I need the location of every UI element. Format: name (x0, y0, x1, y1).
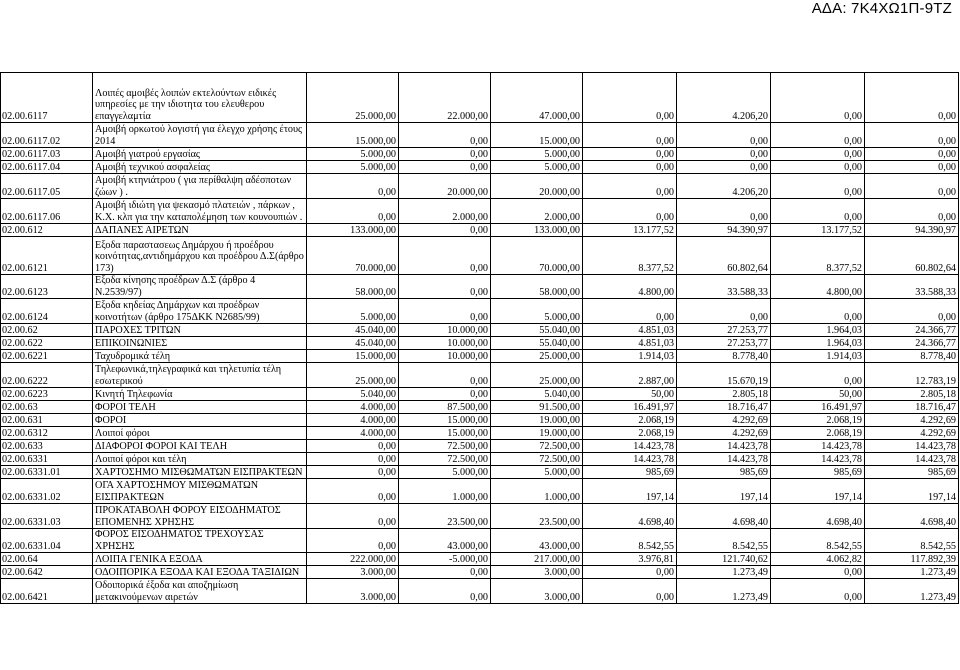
amount-cell: 4.800,00 (583, 275, 677, 299)
amount-cell: 3.000,00 (491, 579, 583, 604)
amount-cell: 133.000,00 (491, 224, 583, 237)
amount-cell: 25.000,00 (307, 73, 399, 123)
amount-cell: 0,00 (399, 123, 491, 148)
account-code: 02.00.633 (1, 440, 93, 453)
account-description: Λοιποί φόροι και τέλη (93, 453, 307, 466)
amount-cell: 3.000,00 (307, 566, 399, 579)
table-row (1, 566, 959, 579)
account-description: Οδοιπορικά έξοδα και αποζημίωση μετακινούμενων αιρετών (93, 579, 307, 604)
amount-cell: 0,00 (399, 161, 491, 174)
amount-cell: 4.698,40 (771, 504, 865, 529)
amount-cell: 13.177,52 (771, 224, 865, 237)
account-description: Ταχυδρομικά τέλη (93, 350, 307, 363)
amount-cell: 0,00 (583, 579, 677, 604)
amount-cell: 14.423,78 (771, 440, 865, 453)
table-row (1, 337, 959, 350)
amount-cell: 0,00 (771, 148, 865, 161)
amount-cell: 0,00 (865, 148, 959, 161)
account-code: 02.00.63 (1, 401, 93, 414)
account-code: 02.00.6331.04 (1, 529, 93, 553)
amount-cell: 0,00 (307, 529, 399, 553)
amount-cell: 0,00 (771, 174, 865, 199)
amount-cell: 24.366,77 (865, 337, 959, 350)
table-row (1, 529, 959, 553)
account-description: Εξοδα κίνησης προέδρων Δ.Σ (άρθρο 4 Ν.2539/97) (93, 275, 307, 299)
amount-cell: 2.805,18 (677, 388, 771, 401)
amount-cell: 60.802,64 (677, 237, 771, 275)
amount-cell: 8.542,55 (865, 529, 959, 553)
amount-cell: 58.000,00 (307, 275, 399, 299)
account-description: ΦΟΡΟΣ ΕΙΣΟΔΗΜΑΤΟΣ ΤΡΕΧΟΥΣΑΣ ΧΡΗΣΗΣ (93, 529, 307, 553)
amount-cell: 2.887,00 (583, 363, 677, 388)
account-code: 02.00.64 (1, 553, 93, 566)
amount-cell: 72.500,00 (399, 453, 491, 466)
account-description: Εξοδα παραστασεως Δημάρχου ή προέδρου κοινότητας,αντιδημάρχου και προέδρου Δ.Σ(άρθρο 173) (93, 237, 307, 275)
account-code: 02.00.6331.01 (1, 466, 93, 479)
amount-cell: 24.366,77 (865, 324, 959, 337)
amount-cell: 72.500,00 (399, 440, 491, 453)
account-description: ΔΙΑΦΟΡΟΙ ΦΟΡΟΙ ΚΑΙ ΤΕΛΗ (93, 440, 307, 453)
table-row (1, 224, 959, 237)
account-description: ΦΟΡΟΙ (93, 414, 307, 427)
account-description: Αμοιβή ιδιώτη για ψεκασμό πλατειών , πάρκων , Κ.Χ. κλπ για την καταπολέμηση των κουνουπιών . (93, 199, 307, 224)
account-code: 02.00.6223 (1, 388, 93, 401)
account-description: ΟΔΟΙΠΟΡΙΚΑ ΕΞΟΔΑ ΚΑΙ ΕΞΟΔΑ ΤΑΞΙΔΙΩΝ (93, 566, 307, 579)
budget-table-body (1, 73, 959, 604)
amount-cell: 4.062,82 (771, 553, 865, 566)
table-row (1, 453, 959, 466)
amount-cell: 0,00 (583, 174, 677, 199)
amount-cell: 2.068,19 (583, 414, 677, 427)
amount-cell: 0,00 (307, 440, 399, 453)
amount-cell: 0,00 (771, 161, 865, 174)
amount-cell: 4.698,40 (865, 504, 959, 529)
amount-cell: 4.000,00 (307, 427, 399, 440)
amount-cell: 27.253,77 (677, 324, 771, 337)
amount-cell: 0,00 (307, 466, 399, 479)
amount-cell: 8.377,52 (771, 237, 865, 275)
amount-cell: 22.000,00 (399, 73, 491, 123)
table-row (1, 401, 959, 414)
amount-cell: 8.778,40 (677, 350, 771, 363)
table-row (1, 388, 959, 401)
account-description: Αμοιβή ορκωτού λογιστή για έλεγχο χρήσης έτους 2014 (93, 123, 307, 148)
amount-cell: 14.423,78 (583, 440, 677, 453)
amount-cell: 4.851,03 (583, 337, 677, 350)
table-row (1, 504, 959, 529)
amount-cell: 8.778,40 (865, 350, 959, 363)
amount-cell: 18.716,47 (677, 401, 771, 414)
amount-cell: 43.000,00 (491, 529, 583, 553)
amount-cell: 5.000,00 (307, 161, 399, 174)
table-row (1, 237, 959, 275)
amount-cell: 985,69 (771, 466, 865, 479)
budget-table (0, 72, 959, 604)
amount-cell: 0,00 (399, 237, 491, 275)
amount-cell: 14.423,78 (677, 453, 771, 466)
amount-cell: 14.423,78 (865, 453, 959, 466)
amount-cell: 72.500,00 (491, 453, 583, 466)
amount-cell: 0,00 (865, 299, 959, 324)
amount-cell: 2.068,19 (771, 427, 865, 440)
amount-cell: 15.000,00 (491, 123, 583, 148)
amount-cell: 217.000,00 (491, 553, 583, 566)
amount-cell: 3.000,00 (491, 566, 583, 579)
account-description: ΕΠΙΚΟΙΝΩΝΙΕΣ (93, 337, 307, 350)
amount-cell: 14.423,78 (865, 440, 959, 453)
amount-cell: 1.914,03 (583, 350, 677, 363)
amount-cell: 94.390,97 (677, 224, 771, 237)
amount-cell: 45.040,00 (307, 324, 399, 337)
amount-cell: 5.000,00 (307, 299, 399, 324)
amount-cell: 0,00 (865, 199, 959, 224)
amount-cell: 0,00 (865, 73, 959, 123)
amount-cell: 10.000,00 (399, 337, 491, 350)
account-code: 02.00.6117.05 (1, 174, 93, 199)
account-description: Λοιποί φόροι (93, 427, 307, 440)
amount-cell: 20.000,00 (399, 174, 491, 199)
amount-cell: 13.177,52 (583, 224, 677, 237)
amount-cell: 121.740,62 (677, 553, 771, 566)
amount-cell: 4.000,00 (307, 414, 399, 427)
amount-cell: 985,69 (677, 466, 771, 479)
amount-cell: 16.491,97 (771, 401, 865, 414)
amount-cell: 15.000,00 (307, 123, 399, 148)
amount-cell: 47.000,00 (491, 73, 583, 123)
amount-cell: 0,00 (771, 123, 865, 148)
account-code: 02.00.6421 (1, 579, 93, 604)
amount-cell: 15.000,00 (399, 414, 491, 427)
table-row (1, 414, 959, 427)
amount-cell: 0,00 (583, 299, 677, 324)
amount-cell: 0,00 (583, 199, 677, 224)
amount-cell: 0,00 (677, 161, 771, 174)
amount-cell: 15.000,00 (399, 427, 491, 440)
table-row (1, 199, 959, 224)
amount-cell: 94.390,97 (865, 224, 959, 237)
account-description: ΟΓΑ ΧΑΡΤΟΣΗΜΟΥ ΜΙΣΘΩΜΑΤΩΝ ΕΙΣΠΡΑΚΤΕΩΝ (93, 479, 307, 504)
table-row (1, 148, 959, 161)
amount-cell: 4.698,40 (677, 504, 771, 529)
amount-cell: 8.377,52 (583, 237, 677, 275)
amount-cell: 3.000,00 (307, 579, 399, 604)
table-row (1, 174, 959, 199)
account-description: ΦΟΡΟΙ ΤΕΛΗ (93, 401, 307, 414)
amount-cell: 15.670,19 (677, 363, 771, 388)
amount-cell: 4.206,20 (677, 174, 771, 199)
amount-cell: 0,00 (307, 199, 399, 224)
amount-cell: 0,00 (583, 161, 677, 174)
account-description: ΠΡΟΚΑΤΑΒΟΛΗ ΦΟΡΟΥ ΕΙΣΟΔΗΜΑΤΟΣ ΕΠΟΜΕΝΗΣ ΧΡΗΣΗΣ (93, 504, 307, 529)
account-code: 02.00.6117 (1, 73, 93, 123)
amount-cell: 50,00 (771, 388, 865, 401)
amount-cell: 20.000,00 (491, 174, 583, 199)
account-code: 02.00.612 (1, 224, 93, 237)
amount-cell: 50,00 (583, 388, 677, 401)
amount-cell: 2.068,19 (583, 427, 677, 440)
amount-cell: 70.000,00 (491, 237, 583, 275)
table-row (1, 324, 959, 337)
amount-cell: 5.000,00 (491, 466, 583, 479)
amount-cell: -5.000,00 (399, 553, 491, 566)
amount-cell: 72.500,00 (491, 440, 583, 453)
amount-cell: 985,69 (865, 466, 959, 479)
account-code: 02.00.642 (1, 566, 93, 579)
amount-cell: 14.423,78 (677, 440, 771, 453)
amount-cell: 197,14 (583, 479, 677, 504)
table-row (1, 161, 959, 174)
amount-cell: 0,00 (307, 479, 399, 504)
amount-cell: 4.206,20 (677, 73, 771, 123)
amount-cell: 1.000,00 (491, 479, 583, 504)
account-description: Τηλεφωνικά,τηλεγραφικά και τηλετυπία τέλη εσωτερικού (93, 363, 307, 388)
amount-cell: 5.040,00 (307, 388, 399, 401)
amount-cell: 8.542,55 (583, 529, 677, 553)
amount-cell: 4.698,40 (583, 504, 677, 529)
amount-cell: 0,00 (771, 579, 865, 604)
amount-cell: 14.423,78 (583, 453, 677, 466)
amount-cell: 0,00 (399, 579, 491, 604)
amount-cell: 0,00 (677, 123, 771, 148)
amount-cell: 10.000,00 (399, 324, 491, 337)
table-row (1, 579, 959, 604)
account-description: Κινητή Τηλεφωνία (93, 388, 307, 401)
table-row (1, 350, 959, 363)
amount-cell: 0,00 (677, 148, 771, 161)
amount-cell: 19.000,00 (491, 414, 583, 427)
amount-cell: 70.000,00 (307, 237, 399, 275)
account-description: ΠΑΡΟΧΕΣ ΤΡΙΤΩΝ (93, 324, 307, 337)
amount-cell: 0,00 (399, 148, 491, 161)
amount-cell: 55.040,00 (491, 337, 583, 350)
amount-cell: 985,69 (583, 466, 677, 479)
amount-cell: 5.000,00 (491, 299, 583, 324)
table-row (1, 479, 959, 504)
amount-cell: 2.068,19 (771, 414, 865, 427)
amount-cell: 4.292,69 (677, 427, 771, 440)
amount-cell: 4.292,69 (677, 414, 771, 427)
table-row (1, 466, 959, 479)
account-code: 02.00.6222 (1, 363, 93, 388)
amount-cell: 0,00 (399, 566, 491, 579)
amount-cell: 197,14 (771, 479, 865, 504)
amount-cell: 0,00 (677, 299, 771, 324)
account-code: 02.00.622 (1, 337, 93, 350)
amount-cell: 1.273,49 (677, 566, 771, 579)
amount-cell: 10.000,00 (399, 350, 491, 363)
amount-cell: 0,00 (865, 123, 959, 148)
account-code: 02.00.6124 (1, 299, 93, 324)
amount-cell: 117.892,39 (865, 553, 959, 566)
amount-cell: 5.000,00 (491, 161, 583, 174)
amount-cell: 4.851,03 (583, 324, 677, 337)
amount-cell: 0,00 (583, 123, 677, 148)
amount-cell: 0,00 (399, 363, 491, 388)
account-code: 02.00.6121 (1, 237, 93, 275)
ada-header: ΑΔΑ: 7Κ4ΧΩ1Π-9ΤΖ (811, 0, 952, 17)
account-description: Αμοιβή τεχνικού ασφαλείας (93, 161, 307, 174)
amount-cell: 15.000,00 (307, 350, 399, 363)
amount-cell: 91.500,00 (491, 401, 583, 414)
amount-cell: 1.000,00 (399, 479, 491, 504)
table-row (1, 427, 959, 440)
amount-cell: 27.253,77 (677, 337, 771, 350)
amount-cell: 25.000,00 (491, 350, 583, 363)
amount-cell: 2.805,18 (865, 388, 959, 401)
amount-cell: 0,00 (771, 299, 865, 324)
amount-cell: 0,00 (307, 504, 399, 529)
account-code: 02.00.6221 (1, 350, 93, 363)
amount-cell: 0,00 (399, 388, 491, 401)
amount-cell: 0,00 (771, 73, 865, 123)
amount-cell: 133.000,00 (307, 224, 399, 237)
amount-cell: 197,14 (677, 479, 771, 504)
amount-cell: 8.542,55 (771, 529, 865, 553)
amount-cell: 0,00 (399, 299, 491, 324)
account-code: 02.00.6117.06 (1, 199, 93, 224)
amount-cell: 4.292,69 (865, 414, 959, 427)
table-row (1, 440, 959, 453)
amount-cell: 45.040,00 (307, 337, 399, 350)
amount-cell: 1.273,49 (865, 579, 959, 604)
account-code: 02.00.631 (1, 414, 93, 427)
account-code: 02.00.6331.03 (1, 504, 93, 529)
amount-cell: 55.040,00 (491, 324, 583, 337)
amount-cell: 0,00 (677, 199, 771, 224)
table-row (1, 363, 959, 388)
amount-cell: 2.000,00 (491, 199, 583, 224)
amount-cell: 0,00 (771, 566, 865, 579)
amount-cell: 0,00 (399, 224, 491, 237)
account-description: ΔΑΠΑΝΕΣ ΑΙΡΕΤΩΝ (93, 224, 307, 237)
amount-cell: 4.800,00 (771, 275, 865, 299)
amount-cell: 197,14 (865, 479, 959, 504)
amount-cell: 0,00 (399, 275, 491, 299)
account-description: ΧΑΡΤΟΣΗΜΟ ΜΙΣΘΩΜΑΤΩΝ ΕΙΣΠΡΑΚΤΕΩΝ (93, 466, 307, 479)
amount-cell: 5.000,00 (399, 466, 491, 479)
account-description: Αμοιβή κτηνιάτρου ( για περίθαλψη αδέσποτων ζώων ) . (93, 174, 307, 199)
account-code: 02.00.6117.04 (1, 161, 93, 174)
amount-cell: 87.500,00 (399, 401, 491, 414)
amount-cell: 58.000,00 (491, 275, 583, 299)
account-code: 02.00.6117.03 (1, 148, 93, 161)
account-description: ΛΟΙΠΑ ΓΕΝΙΚΑ ΕΞΟΔΑ (93, 553, 307, 566)
account-code: 02.00.6312 (1, 427, 93, 440)
amount-cell: 0,00 (307, 174, 399, 199)
amount-cell: 5.000,00 (491, 148, 583, 161)
amount-cell: 4.000,00 (307, 401, 399, 414)
amount-cell: 0,00 (583, 73, 677, 123)
amount-cell: 33.588,33 (677, 275, 771, 299)
account-code: 02.00.62 (1, 324, 93, 337)
table-row (1, 123, 959, 148)
amount-cell: 222.000,00 (307, 553, 399, 566)
amount-cell: 0,00 (865, 174, 959, 199)
amount-cell: 23.500,00 (491, 504, 583, 529)
table-row (1, 275, 959, 299)
account-code: 02.00.6331.02 (1, 479, 93, 504)
amount-cell: 0,00 (865, 161, 959, 174)
table-row (1, 299, 959, 324)
amount-cell: 25.000,00 (307, 363, 399, 388)
amount-cell: 1.273,49 (865, 566, 959, 579)
account-description: Εξοδα κηδείας Δημάρχων και προέδρων κοινοτήτων (άρθρο 175ΔΚΚ Ν2685/99) (93, 299, 307, 324)
amount-cell: 43.000,00 (399, 529, 491, 553)
amount-cell: 1.964,03 (771, 337, 865, 350)
account-code: 02.00.6331 (1, 453, 93, 466)
amount-cell: 23.500,00 (399, 504, 491, 529)
amount-cell: 1.273,49 (677, 579, 771, 604)
amount-cell: 14.423,78 (771, 453, 865, 466)
amount-cell: 5.000,00 (307, 148, 399, 161)
amount-cell: 19.000,00 (491, 427, 583, 440)
amount-cell: 0,00 (771, 363, 865, 388)
account-code: 02.00.6123 (1, 275, 93, 299)
table-row (1, 73, 959, 123)
account-description: Αμοιβή γιατρού εργασίας (93, 148, 307, 161)
table-row (1, 553, 959, 566)
amount-cell: 18.716,47 (865, 401, 959, 414)
amount-cell: 2.000,00 (399, 199, 491, 224)
amount-cell: 5.040,00 (491, 388, 583, 401)
amount-cell: 0,00 (583, 566, 677, 579)
amount-cell: 8.542,55 (677, 529, 771, 553)
account-code: 02.00.6117.02 (1, 123, 93, 148)
amount-cell: 0,00 (583, 148, 677, 161)
amount-cell: 33.588,33 (865, 275, 959, 299)
amount-cell: 0,00 (307, 453, 399, 466)
amount-cell: 25.000,00 (491, 363, 583, 388)
amount-cell: 60.802,64 (865, 237, 959, 275)
amount-cell: 12.783,19 (865, 363, 959, 388)
amount-cell: 16.491,97 (583, 401, 677, 414)
amount-cell: 1.964,03 (771, 324, 865, 337)
amount-cell: 4.292,69 (865, 427, 959, 440)
account-description: Λοιπές αμοιβές λοιπών εκτελούντων ειδικές υπηρεσίες με την ιδιοτητα του ελευθερου επαγγελαμτία (93, 73, 307, 123)
amount-cell: 3.976,81 (583, 553, 677, 566)
amount-cell: 0,00 (771, 199, 865, 224)
amount-cell: 1.914,03 (771, 350, 865, 363)
